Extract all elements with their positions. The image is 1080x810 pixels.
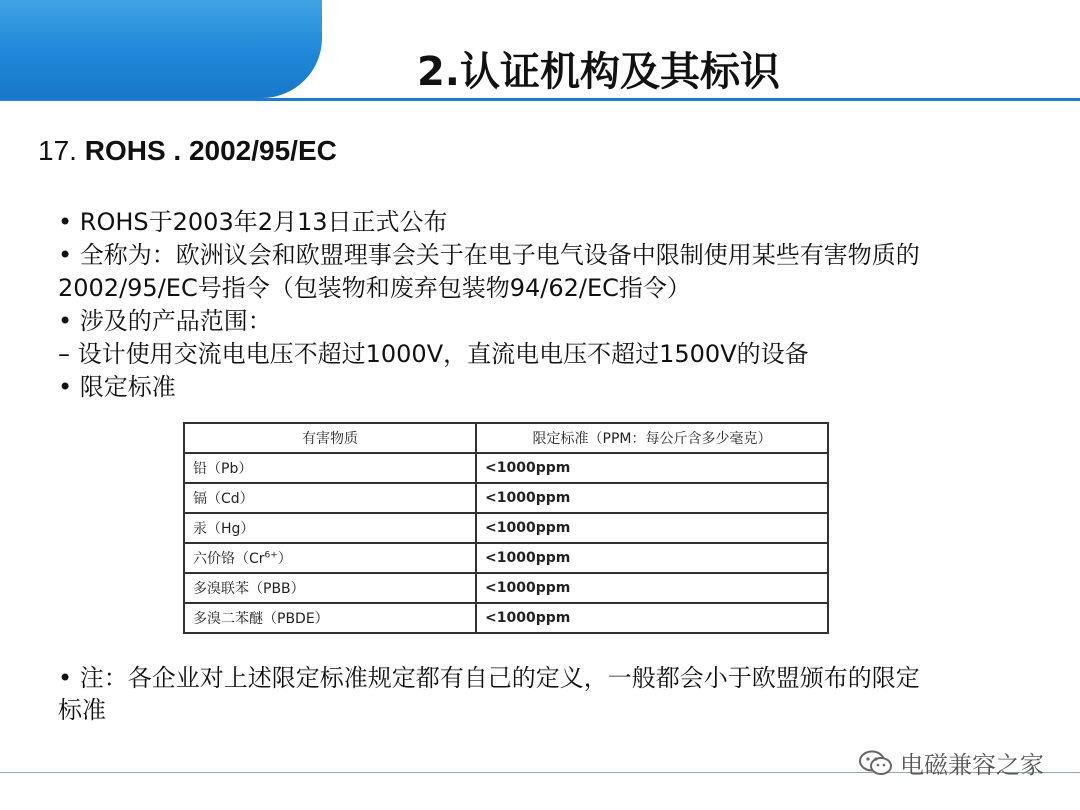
substance-cell: 多溴二苯醚（PBDE） [184,603,476,633]
table-row [184,513,828,543]
wechat-icon [858,749,894,777]
bullet-line: • 全称为：欧洲议会和欧盟理事会关于在电子电气设备中限制使用某些有害物质的 [58,241,920,269]
substance-name: 六价铬（Cr [193,551,265,567]
substance-cell: 铅（Pb） [184,453,476,483]
limit-cell: <1000ppm [476,573,828,603]
column-header-substance: 有害物质 [184,423,476,453]
substance-cell [184,543,476,573]
section-name: ROHS . 2002/95/EC [84,135,337,166]
limit-cell: <1000ppm [476,513,828,543]
limit-cell: <1000ppm [476,603,828,633]
limits-table [183,422,829,634]
watermark [858,745,1044,780]
section-heading [38,135,337,167]
bullet-line: – 设计使用交流电电压不超过1000V，直流电电压不超过1500V的设备 [58,340,809,368]
bullet-line: • 涉及的产品范围： [58,307,272,335]
note-line: • 注：各企业对上述限定标准规定都有自己的定义，一般都会小于欧盟颁布的限定 [58,664,920,692]
bullet-line: • ROHS于2003年2月13日正式公布 [58,208,448,236]
note-line: 标准 [58,696,106,724]
watermark-text: 电磁兼容之家 [900,751,1044,779]
table-row [184,483,828,513]
table-row [184,603,828,633]
table-row [184,453,828,483]
section-number: 17. [38,135,77,166]
limit-cell: <1000ppm [476,453,828,483]
column-header-limit: 限定标准（PPM：每公斤含多少毫克） [476,423,828,453]
note-text [58,662,1038,726]
header-banner-shape [0,0,322,98]
bullet-line: • 限定标准 [58,373,176,401]
limit-cell: <1000ppm [476,483,828,513]
substance-close: ） [277,551,292,567]
bullet-list [58,206,1038,404]
bullet-line: 2002/95/EC号指令（包装物和废弃包装物94/62/EC指令） [58,274,691,302]
header-divider [0,98,1080,101]
substance-cell: 多溴联苯（PBB） [184,573,476,603]
table-row [184,543,828,573]
table-header-row [184,423,828,453]
charge-superscript: 6+ [264,550,278,561]
substance-cell: 汞（Hg） [184,513,476,543]
limit-cell: <1000ppm [476,543,828,573]
table-row [184,573,828,603]
substance-cell: 镉（Cd） [184,483,476,513]
page-title: 2.认证机构及其标识 [416,49,780,95]
